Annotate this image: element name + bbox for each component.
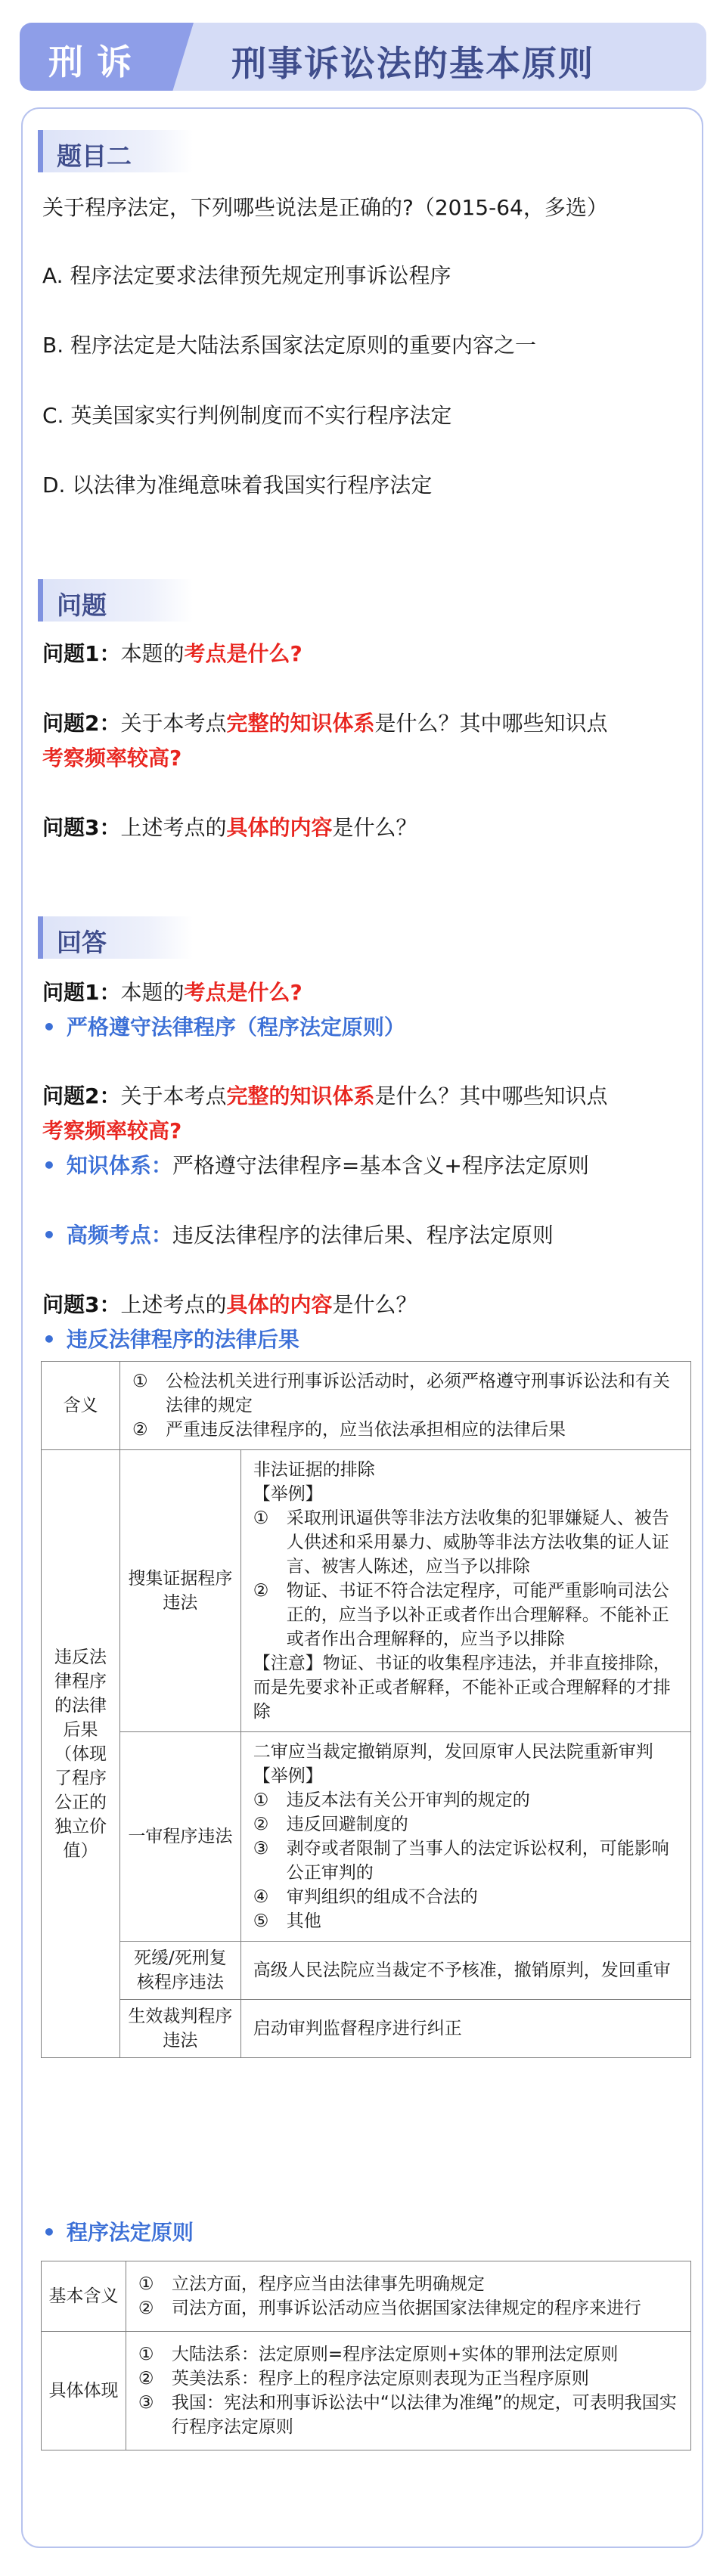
section-heading-question-set	[38, 130, 193, 172]
answer-question-2-line-2	[42, 1114, 182, 1149]
subheading-text: 违反法律程序的法律后果	[66, 1327, 299, 1352]
section-heading-label: 题目二	[57, 141, 132, 171]
subheading-legal-consequences	[42, 1322, 299, 1357]
question-text: 本题的	[120, 980, 185, 1005]
list-text: 大陆法系：法定原则=程序法定原则+实体的罪刑法定原则	[171, 2345, 619, 2364]
table-head-cell: 死缓/死刑复核程序违法	[119, 1942, 240, 2000]
cell-subheading: 【举例】	[253, 1484, 323, 1504]
answer-text: 严格遵守法律程序=基本含义+程序法定原则	[172, 1153, 589, 1178]
list-number: ②	[138, 2299, 154, 2318]
list-item	[253, 1837, 681, 1885]
cell-subheading: 【举例】	[253, 1766, 323, 1786]
cell-note-text: 【注意】物证、书证的收集程序违法，并非直接排除，而是先要求补正或者解释，不能补正或合理解释的才排除	[253, 1654, 671, 1722]
section-heading-questions	[38, 579, 193, 622]
question-text: 上述考点的	[120, 815, 227, 840]
cell-intro-text: 非法证据的排除	[253, 1460, 375, 1480]
list-number: ②	[138, 2369, 154, 2388]
list-text: 司法方面，刑事诉讼活动应当依据国家法律规定的程序来进行	[171, 2299, 641, 2318]
table-row	[42, 2261, 691, 2332]
question-text: 本题的	[120, 641, 185, 666]
answer-question-2-line-1	[42, 1079, 608, 1114]
list-text: 英美法系：程序上的程序法定原则表现为正当程序原则	[171, 2369, 589, 2388]
question-highlight: 完整的知识体系	[226, 1083, 375, 1108]
option-c: C. 英美国家实行判例制度而不实行程序法定	[42, 403, 452, 428]
question-highlight: 具体的内容	[226, 815, 333, 840]
list-number: ①	[138, 2345, 154, 2364]
answer-knowledge-system	[42, 1149, 589, 1183]
list-text: 严重违反法律程序的，应当依法承担相应的法律后果	[165, 1420, 566, 1440]
list-number: ①	[132, 1372, 148, 1391]
question-highlight: 考察频率较高?	[42, 746, 182, 770]
list-number: ①	[253, 1508, 269, 1528]
subheading-text: 程序法定原则	[66, 2220, 194, 2245]
list-number: ④	[253, 1887, 269, 1907]
section-heading-answers	[38, 916, 193, 959]
list-text: 公检法机关进行刑事诉讼活动时，必须严格遵守刑事诉讼法和有关法律的规定	[165, 1372, 670, 1415]
answer-label: 知识体系：	[66, 1153, 172, 1178]
question-text: 是什么？	[332, 815, 417, 840]
list-number: ②	[253, 1581, 269, 1601]
list-text: 我国：宪法和刑事诉讼法中“以法律为准绳”的规定，可表明我国实行程序法定原则	[171, 2393, 677, 2437]
question-label: 问题3：	[42, 815, 121, 840]
answer-question-3	[42, 1288, 417, 1322]
cell-intro-text: 二审应当裁定撤销原判，发回原审人民法院重新审判	[253, 1742, 653, 1762]
question-highlight: 完整的知识体系	[226, 711, 375, 736]
list-number: ②	[132, 1420, 148, 1440]
option-a: A. 程序法定要求法律预先规定刑事诉讼程序	[42, 263, 451, 288]
table-content-cell	[119, 1362, 690, 1450]
question-1	[42, 637, 302, 671]
table-head-cell: 含义	[42, 1362, 120, 1450]
list-number: ②	[253, 1815, 269, 1834]
list-item	[138, 2296, 681, 2320]
bullet-icon: •	[42, 1327, 56, 1352]
table-group-head-cell: 违反法律程序的法律后果（体现了程序公正的独立价值）	[42, 1450, 120, 2058]
table-row	[42, 1732, 691, 1942]
question-2-line-1	[42, 706, 608, 741]
table-content-cell	[126, 2261, 690, 2332]
list-item	[253, 1506, 681, 1579]
subheading-procedural-legality	[42, 2215, 194, 2250]
table-row	[42, 2000, 691, 2058]
list-item	[132, 1418, 681, 1442]
table-content-cell: 高级人民法院应当裁定不予核准，撤销原判，发回重审	[240, 1942, 690, 2000]
table-content-cell	[126, 2332, 690, 2450]
question-text: 是什么？	[332, 1292, 417, 1317]
table-row	[42, 1362, 691, 1450]
table-head-cell: 生效裁判程序违法	[119, 2000, 240, 2058]
list-item	[253, 1812, 681, 1837]
list-number: ⑤	[253, 1911, 269, 1931]
question-label: 问题1：	[42, 980, 121, 1005]
section-heading-label: 问题	[57, 591, 107, 620]
list-item	[138, 2272, 681, 2296]
question-highlight: 具体的内容	[226, 1292, 333, 1317]
question-label: 问题2：	[42, 1083, 121, 1108]
question-label: 问题2：	[42, 711, 121, 736]
bullet-icon: •	[42, 2220, 56, 2245]
list-number: ③	[138, 2393, 154, 2413]
list-text: 其他	[286, 1911, 321, 1931]
answer-question-1	[42, 975, 302, 1010]
bullet-icon: •	[42, 1015, 56, 1040]
question-label: 问题3：	[42, 1292, 121, 1317]
list-item	[253, 1909, 681, 1933]
list-text: 物证、书证不符合法定程序，可能严重影响司法公正的，应当予以补正或者作出合理解释。不能补正或者作出合理解释的，应当予以排除	[286, 1581, 669, 1649]
question-text: 关于程序法定，下列哪些说法是正确的?（2015-64，多选）	[42, 195, 608, 220]
question-highlight: 考点是什么?	[184, 980, 302, 1005]
table-content-cell: 启动审判监督程序进行纠正	[240, 2000, 690, 2058]
table-content-cell	[240, 1450, 690, 1732]
list-text: 立法方面，程序应当由法律事先明确规定	[171, 2274, 485, 2294]
consequences-table	[41, 1361, 691, 2058]
list-text: 采取刑讯逼供等非法方法收集的犯罪嫌疑人、被告人供述和采用暴力、威胁等非法方法收集的证人证言、被害人陈述，应当予以排除	[286, 1508, 669, 1576]
table-head-cell: 具体体现	[42, 2332, 126, 2450]
page-title: 刑事诉讼法的基本原则	[231, 43, 594, 84]
option-d: D. 以法律为准绳意味着我国实行程序法定	[42, 473, 433, 498]
header-banner	[20, 23, 706, 91]
list-item	[253, 1885, 681, 1909]
list-item	[138, 2367, 681, 2391]
table-row	[42, 2332, 691, 2450]
list-text: 违反回避制度的	[286, 1815, 408, 1834]
table-row	[42, 1942, 691, 2000]
question-highlight: 考点是什么?	[184, 641, 302, 666]
question-text: 关于本考点	[120, 711, 227, 736]
question-2-line-2	[42, 741, 182, 776]
table-content-cell	[240, 1732, 690, 1942]
question-3	[42, 811, 417, 845]
question-text: 是什么？其中哪些知识点	[374, 1083, 608, 1108]
option-b: B. 程序法定是大陆法系国家法定原则的重要内容之一	[42, 333, 537, 358]
table-head-cell: 基本含义	[42, 2261, 126, 2332]
list-item	[138, 2391, 681, 2439]
answer-text: 违反法律程序的法律后果、程序法定原则	[172, 1223, 554, 1248]
table-head-cell: 搜集证据程序违法	[119, 1450, 240, 1732]
principle-table	[41, 2261, 691, 2450]
list-item	[132, 1369, 681, 1418]
question-text: 关于本考点	[120, 1083, 227, 1108]
section-heading-label: 回答	[57, 928, 107, 957]
answer-1	[42, 1010, 405, 1045]
table-row	[42, 1450, 691, 1732]
list-item	[253, 1788, 681, 1812]
table-head-cell: 一审程序违法	[119, 1732, 240, 1942]
answer-text: 严格遵守法律程序（程序法定原则）	[66, 1015, 405, 1040]
question-text: 是什么？其中哪些知识点	[374, 711, 608, 736]
bullet-icon: •	[42, 1223, 56, 1248]
list-text: 违反本法有关公开审判的规定的	[286, 1790, 530, 1810]
header-tag-text: 刑诉	[48, 42, 145, 82]
list-number: ①	[138, 2274, 154, 2294]
list-number: ③	[253, 1839, 269, 1858]
question-text: 上述考点的	[120, 1292, 227, 1317]
answer-label: 高频考点：	[66, 1223, 172, 1248]
list-item	[253, 1579, 681, 1651]
question-label: 问题1：	[42, 641, 121, 666]
list-text: 审判组织的组成不合法的	[286, 1887, 478, 1907]
bullet-icon: •	[42, 1153, 56, 1178]
answer-high-frequency	[42, 1218, 554, 1253]
list-number: ①	[253, 1790, 269, 1810]
question-highlight: 考察频率较高?	[42, 1118, 182, 1143]
list-item	[138, 2342, 681, 2367]
list-text: 剥夺或者限制了当事人的法定诉讼权利，可能影响公正审判的	[286, 1839, 669, 1883]
